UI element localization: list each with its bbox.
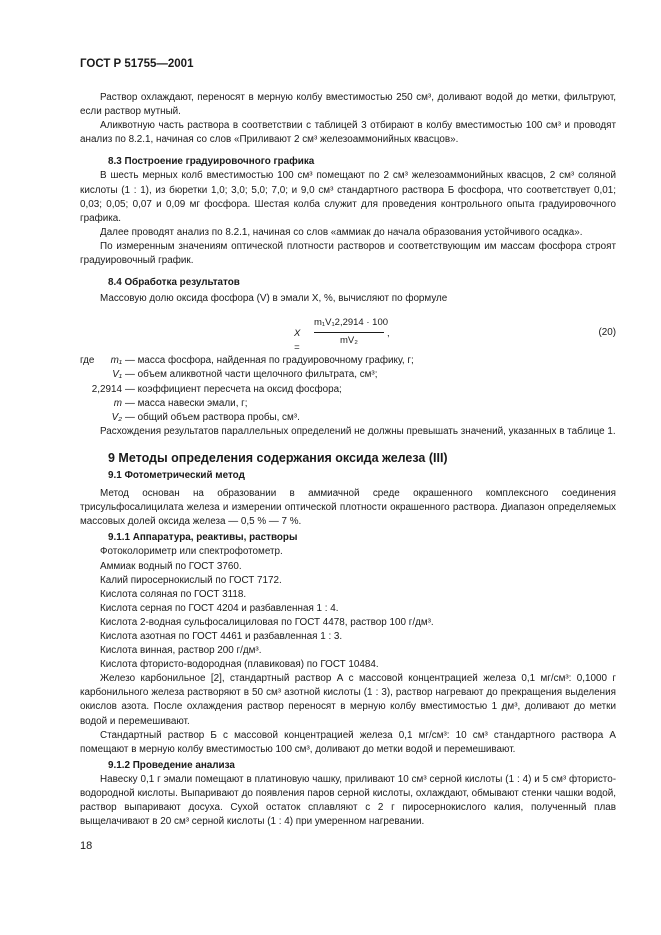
page-content xyxy=(80,91,616,829)
definition-symbol: 2,2914 xyxy=(91,383,122,395)
definition-row xyxy=(80,368,616,382)
list-item: Аммиак водный по ГОСТ 3760. xyxy=(100,560,242,572)
formula-denominator: mV₂ xyxy=(340,335,358,347)
subsection-heading: 9.1.2 Проведение анализа xyxy=(108,759,235,771)
section-heading: 9.1 Фотометрический метод xyxy=(108,469,245,481)
definition-row xyxy=(80,383,616,397)
paragraph: Метод основан на образовании в аммиачной среде окрашенного комплексного соединения трисульфосалицилата железа и измерении оптической плотности окрашенного раствора. Диапазон определяемых массовых долей оксида железа — 0,5 % — 7 %. xyxy=(80,488,616,528)
definition-row xyxy=(80,411,616,425)
equation-number: (20) xyxy=(598,327,616,339)
definition-row xyxy=(80,354,616,368)
formula-block xyxy=(80,310,616,354)
definition-symbol: V₁ xyxy=(112,369,122,381)
section-heading: 8.3 Построение градуировочного графика xyxy=(108,156,315,168)
paragraph: Расхождения результатов параллельных определений не должны превышать значений, указанных в таблице 1. xyxy=(100,425,616,437)
paragraph: Навеску 0,1 г эмали помещают в платиновую чашку, приливают 10 см³ серной кислоты (1 : 4) и 5 см³ фтористо-водородной кислоты. Выпаривают до появления паров серной кислоты, охлаждают, обмывают стенки чашки водой, раствор выпаривают досуха. Сухой остаток сплавляют с 2 г пиросернокислого калия, полученный плав выщелачивают в 20 см³ серной кислоты (1 : 4) при умеренном нагревании. xyxy=(80,773,616,828)
definition-text: — общий объем раствора пробы, см³. xyxy=(125,411,300,423)
section-heading: 8.4 Обработка результатов xyxy=(108,277,240,289)
paragraph: Стандартный раствор Б с массовой концентрацией железа 0,1 мг/см³: 10 см³ стандартного раствора А помещают в мерную колбу вместимостью 100 см³, доливают до метки водой и перемешивают. xyxy=(80,729,616,755)
list-item: Кислота серная по ГОСТ 4204 и разбавленная 1 : 4. xyxy=(100,602,339,614)
reagent-list xyxy=(80,545,616,672)
definition-symbol: m xyxy=(113,397,122,409)
where-label: где xyxy=(80,355,95,367)
formula-lhs: X = xyxy=(294,328,301,354)
list-item: Калий пиросернокислый по ГОСТ 7172. xyxy=(100,574,282,586)
formula-numerator: m₁V₁2,2914 · 100 xyxy=(314,316,384,333)
page-number: 18 xyxy=(80,840,93,852)
paragraph: Железо карбонильное [2], стандартный раствор А с массовой концентрацией железа 0,1 мг/см³: 0,1000 г карбонильного железа растворяют в 50 см³ азотной кислоты (1 : 3), раствор нагревают до прекращения выделения окислов азота. После охлаждения раствор переносят в мерную колбу вместимостью 1 дм³, доливают до метки водой и перемешивают. xyxy=(80,673,616,727)
list-item: Кислота 2-водная сульфосалициловая по ГОСТ 4478, раствор 100 г/дм³. xyxy=(100,616,434,628)
list-item: Фотоколориметр или спектрофотометр. xyxy=(100,546,283,558)
paragraph: В шесть мерных колб вместимостью 100 см³ помещают по 2 см³ железоаммонийных квасцов, 2 см³ соляной кислоты (1 : 1), из бюретки 1,0; 3,0; 5,0; 7,0; и 9,0 см³ стандартного раствора Б фосфора, что соответствует 0,01; 0,03; 0,05; 0,07 и 0,09 мг фосфора. Шестая колба служит для проведения контрольного опыта градуировочного графика. xyxy=(80,170,616,224)
definition-text: — объем аликвотной части щелочного фильтрата, см³; xyxy=(125,369,378,381)
list-item: Кислота винная, раствор 200 г/дм³. xyxy=(100,645,262,657)
definition-symbol: V₂ xyxy=(111,411,122,423)
chapter-heading: 9 Методы определения содержания оксида железа (III) xyxy=(108,450,448,465)
paragraph: По измеренным значениям оптической плотности растворов и соответствующим им массам фосфора строят градуировочный график. xyxy=(80,240,616,267)
paragraph: Массовую долю оксида фосфора (V) в эмали X, %, вычисляют по формуле xyxy=(100,293,448,305)
formula-comma: , xyxy=(387,328,390,340)
list-item: Кислота соляная по ГОСТ 3118. xyxy=(100,588,247,600)
document-code: ГОСТ Р 51755—2001 xyxy=(80,58,194,70)
definition-row xyxy=(80,397,616,411)
paragraph: Аликвотную часть раствора в соответствии с таблицей 3 отбирают в колбу вместимостью 100 см³ и проводят анализ по 8.2.1, начиная со слов «Приливают 2 см³ железоаммонийных квасцов». xyxy=(80,120,616,146)
definition-text: — масса фосфора, найденная по градуировочному графику, г; xyxy=(125,355,414,367)
variable-definitions xyxy=(80,354,616,424)
paragraph: Раствор охлаждают, переносят в мерную колбу вместимостью 250 см³, доливают водой до метки, фильтруют, если раствор мутный. xyxy=(80,92,616,118)
definition-text: — коэффициент пересчета на оксид фосфора; xyxy=(125,383,342,395)
list-item: Кислота фтористо-водородная (плавиковая) по ГОСТ 10484. xyxy=(100,659,379,671)
list-item: Кислота азотная по ГОСТ 4461 и разбавленная 1 : 3. xyxy=(100,631,343,642)
definition-text: — масса навески эмали, г; xyxy=(125,397,248,409)
formula-fraction xyxy=(314,316,389,348)
definition-symbol: m₁ xyxy=(110,355,122,367)
subsection-heading: 9.1.1 Аппаратура, реактивы, растворы xyxy=(108,532,298,544)
paragraph: Далее проводят анализ по 8.2.1, начиная со слов «аммиак до начала образования устойчивого осадка». xyxy=(100,226,583,238)
